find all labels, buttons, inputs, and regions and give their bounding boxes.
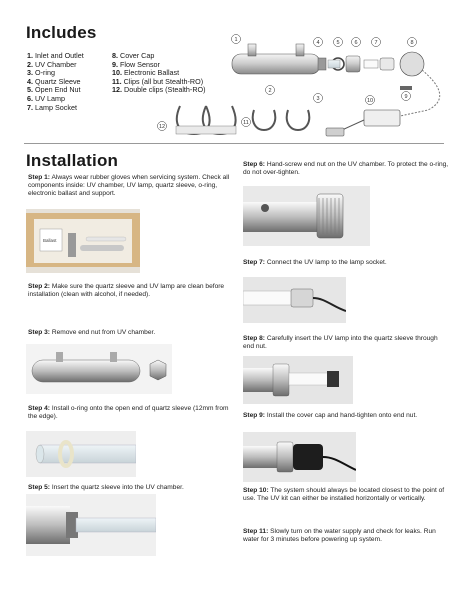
ballast-drawing — [364, 110, 400, 126]
flow-sensor-drawing — [400, 86, 412, 90]
step-7: Step 7: Connect the UV lamp to the lamp socket. — [243, 259, 387, 266]
photo-insert-lamp — [243, 356, 353, 404]
box-label: Ballast — [43, 238, 57, 243]
part-item: 10. Electronic Ballast — [112, 68, 180, 78]
callout-7: 7 — [374, 40, 378, 46]
photo-uv-chamber — [26, 344, 172, 394]
callout-4: 4 — [316, 40, 320, 46]
photo-components-box — [26, 209, 140, 273]
clips-drawing — [253, 110, 310, 130]
step-5: Step 5: Insert the quartz sleeve into the UV chamber. — [28, 484, 184, 491]
step-6: Step 6: Hand-screw end nut on the UV chamber. To protect the o-ring, do not over-tighten. — [243, 161, 449, 177]
section-divider — [24, 143, 444, 144]
installation-heading: Installation — [26, 151, 119, 170]
part-item: 1. Inlet and Outlet — [27, 51, 84, 60]
callout-2: 2 — [268, 88, 272, 94]
step-10: Step 10: The system should always be located closest to the point of use. The UV kit can either be installed horizontally or vertically. — [243, 487, 445, 503]
cover-cap-drawing — [400, 52, 424, 76]
part-item: 7. Lamp Socket — [27, 102, 77, 112]
lamp-socket-drawing — [380, 58, 394, 70]
part-item: 11. Clips (all but Stealth-RO) — [112, 76, 204, 86]
step-9: Step 9: Install the cover cap and hand-tighten onto end nut. — [243, 412, 418, 419]
callout-12: 12 — [158, 124, 166, 130]
step-2: Step 2: Make sure the quartz sleeve and UV lamp are clean before installation (clean with alcohol, if needed). — [28, 283, 225, 299]
part-item: 3. O-ring — [27, 68, 55, 78]
part-item: 6. UV Lamp — [27, 93, 65, 103]
uv-lamp-drawing — [364, 60, 378, 68]
callout-8: 8 — [410, 40, 414, 46]
part-item: 12. Double clips (Stealth-RO) — [112, 85, 206, 95]
quartz-sleeve-drawing — [328, 60, 340, 68]
callout-5: 5 — [336, 40, 340, 46]
step-8: Step 8: Carefully insert the UV lamp into the quartz sleeve through end nut. — [243, 335, 438, 351]
parts-list-left — [27, 52, 122, 112]
callout-6: 6 — [354, 40, 358, 46]
part-item: 8. Cover Cap — [112, 51, 155, 60]
parts-diagram — [150, 30, 460, 142]
end-nut-drawing — [346, 56, 360, 72]
step-11: Step 11: Slowly turn on the water supply and check for leaks. Run water for 3 minutes before powering up system. — [243, 528, 436, 544]
photo-oring-sleeve — [26, 431, 136, 477]
step-3: Step 3: Remove end nut from UV chamber. — [28, 329, 156, 336]
callout-9: 9 — [404, 94, 408, 100]
part-item: 4. Quartz Sleeve — [27, 76, 81, 86]
photo-cover-cap — [243, 432, 356, 482]
part-item: 5. Open End Nut — [27, 85, 81, 95]
step-1: Step 1: Always wear rubber gloves when servicing system. Check all components inside: UV chamber, UV lamp, quartz sleeve, o-ring, electronic ballast and support. — [28, 174, 230, 198]
photo-insert-sleeve — [26, 494, 156, 556]
part-item: 9. Flow Sensor — [112, 59, 160, 69]
plug-drawing — [326, 128, 344, 136]
photo-end-nut — [243, 186, 370, 246]
callout-1: 1 — [234, 37, 238, 43]
callout-11: 11 — [243, 120, 249, 126]
includes-heading: Includes — [26, 23, 97, 42]
photo-lamp-socket — [243, 277, 346, 323]
callout-10: 10 — [366, 98, 374, 104]
double-clips-drawing — [176, 106, 236, 134]
step-4: Step 4: Install o-ring onto the open end of quartz sleeve (12mm from the edge). — [28, 405, 229, 421]
uv-chamber-drawing — [232, 44, 326, 74]
part-item: 2. UV Chamber — [27, 59, 77, 69]
callout-3: 3 — [316, 96, 320, 102]
